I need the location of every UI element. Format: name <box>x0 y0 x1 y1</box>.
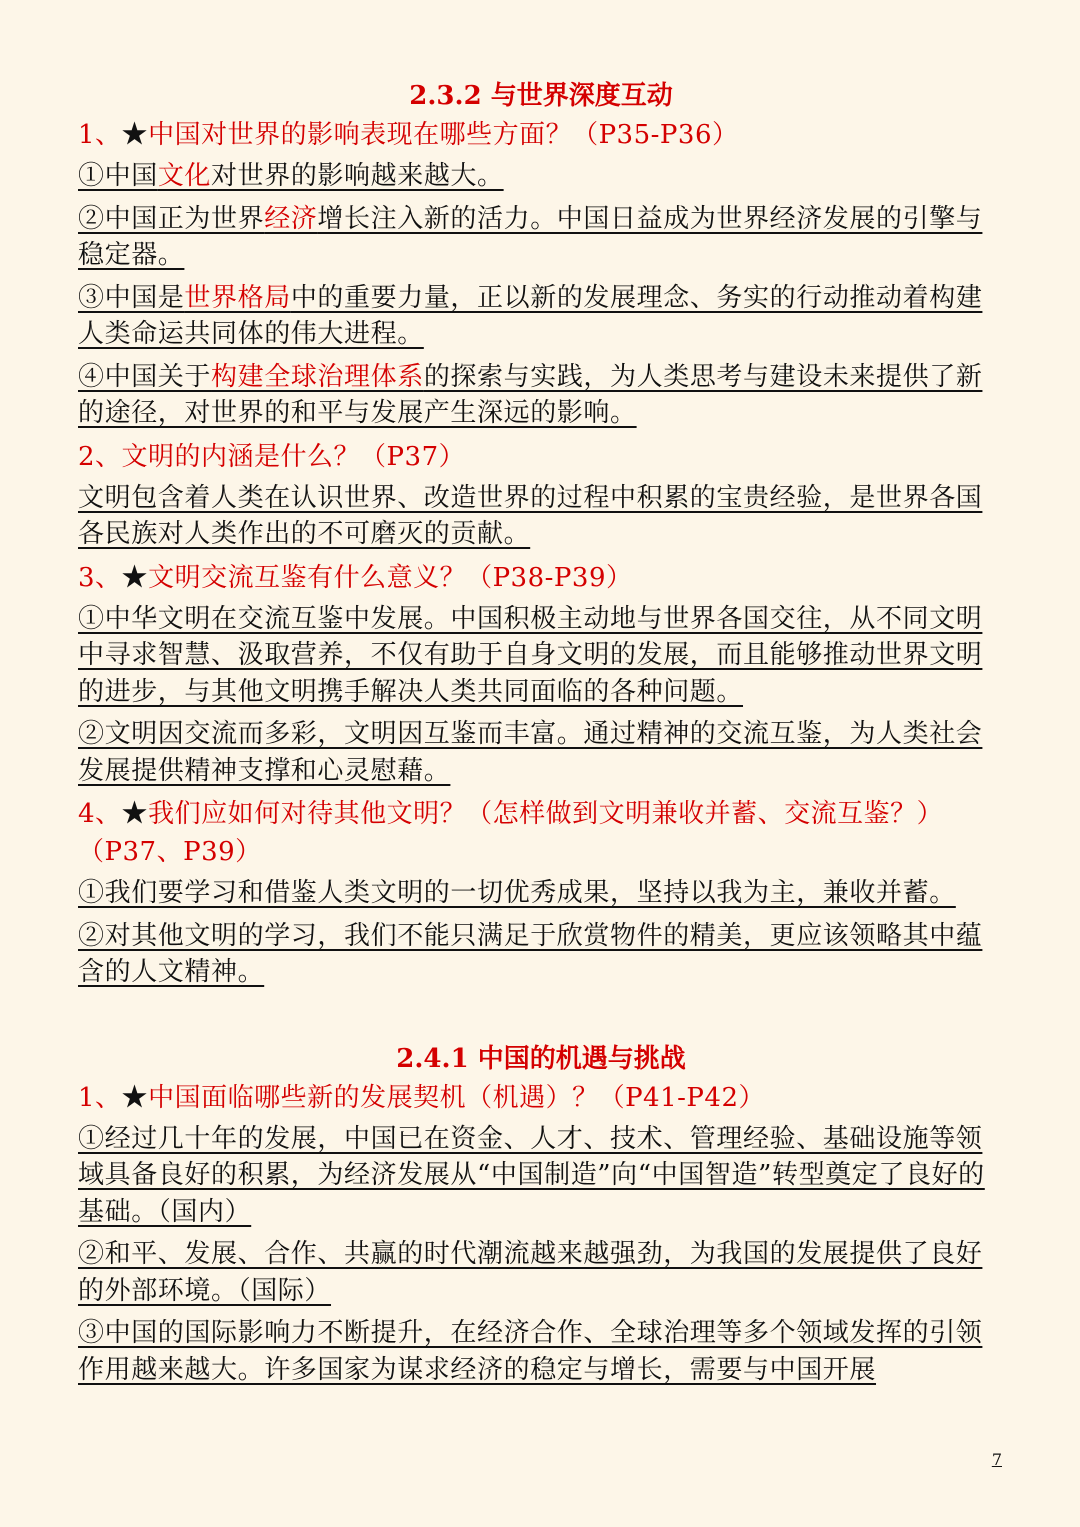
section-title: 2.4.1 中国的机遇与挑战 <box>396 1043 686 1074</box>
answer-text: ①中国 <box>78 161 158 191</box>
question-4 <box>78 795 1004 871</box>
answer-item <box>78 359 1004 432</box>
answer-text: ②和平、发展、合作、共赢的时代潮流越来越强劲，为我国的发展提供了良好的外部环境。（国际） <box>78 1239 983 1306</box>
highlight-term: 世界格局 <box>184 282 291 313</box>
star-icon: ★ <box>121 120 149 150</box>
answer-item <box>78 201 1004 274</box>
question-1 <box>78 116 1004 154</box>
answer-item <box>78 918 1004 991</box>
answer-item <box>78 716 1004 789</box>
question-2: 2、文明的内涵是什么？（P37） <box>78 441 466 472</box>
answer-item <box>78 158 1004 195</box>
star-icon: ★ <box>121 799 149 829</box>
question-number: 1、 <box>78 1082 122 1113</box>
answer-item <box>78 1236 1004 1309</box>
answer-text: ①经过几十年的发展，中国已在资金、人才、技术、管理经验、基础设施等领域具备良好的积累，为经济发展从“中国制造”向“中国智造”转型奠定了良好的基础。（国内） <box>78 1123 985 1227</box>
question-text: 我们应如何对待其他文明？（怎样做到文明兼收并蓄、交流互鉴？）（P37、P39） <box>78 799 944 867</box>
highlight-term: 经济 <box>264 203 318 234</box>
star-icon: ★ <box>121 562 149 593</box>
question-1 <box>78 1079 1004 1117</box>
question-number: 1、 <box>78 120 122 150</box>
highlight-term: 文化 <box>157 161 212 191</box>
question-text: 中国面临哪些新的发展契机（机遇）？（P41-P42） <box>148 1082 766 1113</box>
answer-text: 文明包含着人类在认识世界、改造世界的过程中积累的宝贵经验，是世界各国各民族对人类作出的不可磨灭的贡献。 <box>78 482 983 549</box>
answer-text: ②文明因交流而多彩，文明因互鉴而丰富。通过精神的交流互鉴，为人类社会发展提供精神支撑和心灵慰藉。 <box>78 719 983 786</box>
answer-text: ①中华文明在交流互鉴中发展。中国积极主动地与世界各国交往，从不同文明中寻求智慧、汲取营养，不仅有助于自身文明的发展，而且能够推动世界文明的进步，与其他文明携手解决人类共同面临的各种问题。 <box>78 603 983 707</box>
page-number: 7 <box>991 1450 1002 1469</box>
answer-text: ②中国正为世界 <box>78 203 265 234</box>
answer-item <box>78 1315 1004 1388</box>
answer-text: ④中国关于 <box>78 361 212 392</box>
answer-item <box>78 601 1004 711</box>
question-number: 4、 <box>78 799 122 829</box>
answer-text: 对世界的影响越来越大。 <box>211 161 504 191</box>
answer-item <box>78 875 1004 912</box>
answer-item <box>78 480 1004 553</box>
answer-text: 的探索与实践，为人类思考与建设未来提供了新的途径，对世界的和平与发展产生深远的影响。 <box>78 361 983 428</box>
answer-text: ③中国是 <box>78 282 185 313</box>
answer-text: 增长注入新的活力。中国日益成为世界经济发展的引擎与稳定器。 <box>78 203 983 270</box>
question-text: 中国对世界的影响表现在哪些方面？（P35-P36） <box>148 120 739 150</box>
answer-item <box>78 1121 1004 1231</box>
question-3 <box>78 559 1004 597</box>
answer-text: ②对其他文明的学习，我们不能只满足于欣赏物件的精美，更应该领略其中蕴含的人文精神。 <box>78 920 983 987</box>
answer-text: ③中国的国际影响力不断提升，在经济合作、全球治理等多个领域发挥的引领作用越来越大。许多国家为谋求经济的稳定与增长，需要与中国开展 <box>78 1318 983 1385</box>
question-number: 3、 <box>78 562 122 593</box>
answer-text: 中的重要力量，正以新的发展理念、务实的行动推动着构建人类命运共同体的伟大进程。 <box>78 282 983 349</box>
highlight-term: 构建全球治理体系 <box>211 361 424 392</box>
star-icon: ★ <box>121 1082 149 1113</box>
question-text: 文明交流互鉴有什么意义？（P38-P39） <box>148 562 633 593</box>
answer-text: ①我们要学习和借鉴人类文明的一切优秀成果，坚持以我为主，兼收并蓄。 <box>78 878 956 908</box>
answer-item <box>78 280 1004 353</box>
section-title: 2.3.2 与世界深度互动 <box>409 81 673 111</box>
